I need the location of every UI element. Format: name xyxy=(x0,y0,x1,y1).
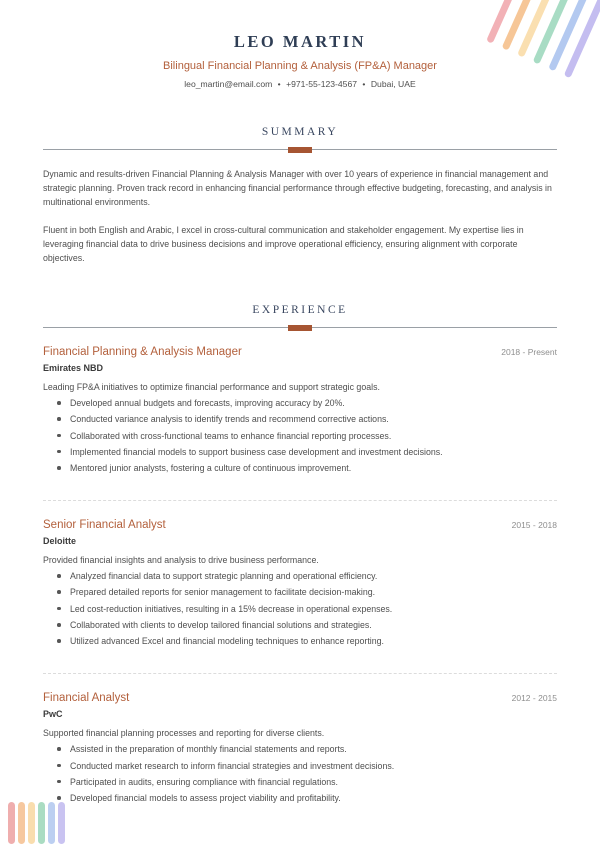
summary-paragraph: Dynamic and results-driven Financial Planning & Analysis Manager with over 10 years of experience in financial management and strategic planning. Proven track record in enhancing financial performance through effective budgeting, forecasting, and analysis in multinational environments. xyxy=(43,169,552,207)
bullet-item: Utilized advanced Excel and financial modeling techniques to enhance reporting. xyxy=(57,635,557,647)
stripe-blue xyxy=(48,802,55,844)
resume-header xyxy=(43,0,557,89)
summary-section xyxy=(43,126,557,265)
job-dates: 2018 - Present xyxy=(501,347,557,357)
company-name: PwC xyxy=(43,709,63,720)
company-name: Deloitte xyxy=(43,536,77,547)
bullet-item: Developed annual budgets and forecasts, improving accuracy by 20%. xyxy=(57,397,557,409)
bullet-item: Assisted in the preparation of monthly financial statements and reports. xyxy=(57,743,557,755)
divider-accent-bar xyxy=(288,147,312,153)
job-separator xyxy=(43,500,557,501)
contact-separator: • xyxy=(277,79,281,89)
job-title-row xyxy=(43,692,557,704)
job-separator xyxy=(43,673,557,674)
bullet-item: Led cost-reduction initiatives, resulting in a 15% decrease in operational expenses. xyxy=(57,603,557,615)
job-title-row xyxy=(43,519,557,531)
experience-entry xyxy=(43,692,557,804)
bullet-item: Conducted market research to inform financial strategies and investment decisions. xyxy=(57,760,557,772)
bullet-item: Collaborated with cross-functional teams to enhance financial reporting processes. xyxy=(57,430,557,442)
contact-line xyxy=(43,79,557,89)
section-divider xyxy=(43,149,557,150)
job-summary: Provided financial insights and analysis to drive business performance. xyxy=(43,555,319,566)
job-summary: Leading FP&A initiatives to optimize financial performance and support strategic goals. xyxy=(43,382,380,392)
bullet-item: Developed financial models to assess project viability and profitability. xyxy=(57,792,557,804)
experience-entry xyxy=(43,346,557,474)
stripe-purple xyxy=(58,802,65,844)
summary-paragraph: Fluent in both English and Arabic, I excel in cross-cultural communication and stakeholder engagement. My expertise lies in leveraging financial data to drive business decisions and improve operational efficiency, ensuring alignment with corporate objectives. xyxy=(43,225,524,263)
experience-heading: EXPERIENCE xyxy=(252,304,348,316)
candidate-name: LEO MARTIN xyxy=(233,32,367,51)
contact-phone: +971-55-123-4567 xyxy=(286,79,358,89)
stripe-orange xyxy=(18,802,25,844)
candidate-title: Bilingual Financial Planning & Analysis (FP&A) Manager xyxy=(163,60,437,72)
section-divider xyxy=(43,327,557,328)
stripe-green xyxy=(38,802,45,844)
bullet-item: Analyzed financial data to support strategic planning and operational efficiency. xyxy=(57,570,557,582)
bullet-item: Implemented financial models to support business case development and investment decisions. xyxy=(57,446,557,458)
job-title: Financial Analyst xyxy=(43,692,130,705)
job-bullet-list xyxy=(43,743,557,804)
bullet-item: Collaborated with clients to develop tailored financial solutions and strategies. xyxy=(57,619,557,631)
job-title-row xyxy=(43,346,557,358)
contact-email: leo_martin@email.com xyxy=(184,79,273,89)
job-bullet-list xyxy=(43,570,557,647)
contact-location: Dubai, UAE xyxy=(370,79,416,89)
job-title: Senior Financial Analyst xyxy=(43,519,166,532)
bullet-item: Prepared detailed reports for senior management to facilitate decision-making. xyxy=(57,586,557,598)
experience-entry xyxy=(43,519,557,647)
company-name: Emirates NBD xyxy=(43,363,104,373)
bullet-item: Participated in audits, ensuring compliance with financial regulations. xyxy=(57,776,557,788)
stripe-yellow xyxy=(28,802,35,844)
summary-heading: SUMMARY xyxy=(261,126,339,138)
experience-section xyxy=(43,304,557,804)
bullet-item: Mentored junior analysts, fostering a culture of continuous improvement. xyxy=(57,462,557,474)
job-bullet-list xyxy=(43,397,557,474)
stripe-pink xyxy=(8,802,15,844)
contact-separator: • xyxy=(362,79,366,89)
divider-accent-bar xyxy=(288,325,312,331)
job-title: Financial Planning & Analysis Manager xyxy=(43,346,242,358)
job-dates: 2015 - 2018 xyxy=(511,520,557,531)
bullet-item: Conducted variance analysis to identify trends and recommend corrective actions. xyxy=(57,413,557,425)
job-dates: 2012 - 2015 xyxy=(511,693,557,704)
job-summary: Supported financial planning processes and reporting for diverse clients. xyxy=(43,728,325,739)
bottom-left-stripes-decoration xyxy=(8,802,65,844)
